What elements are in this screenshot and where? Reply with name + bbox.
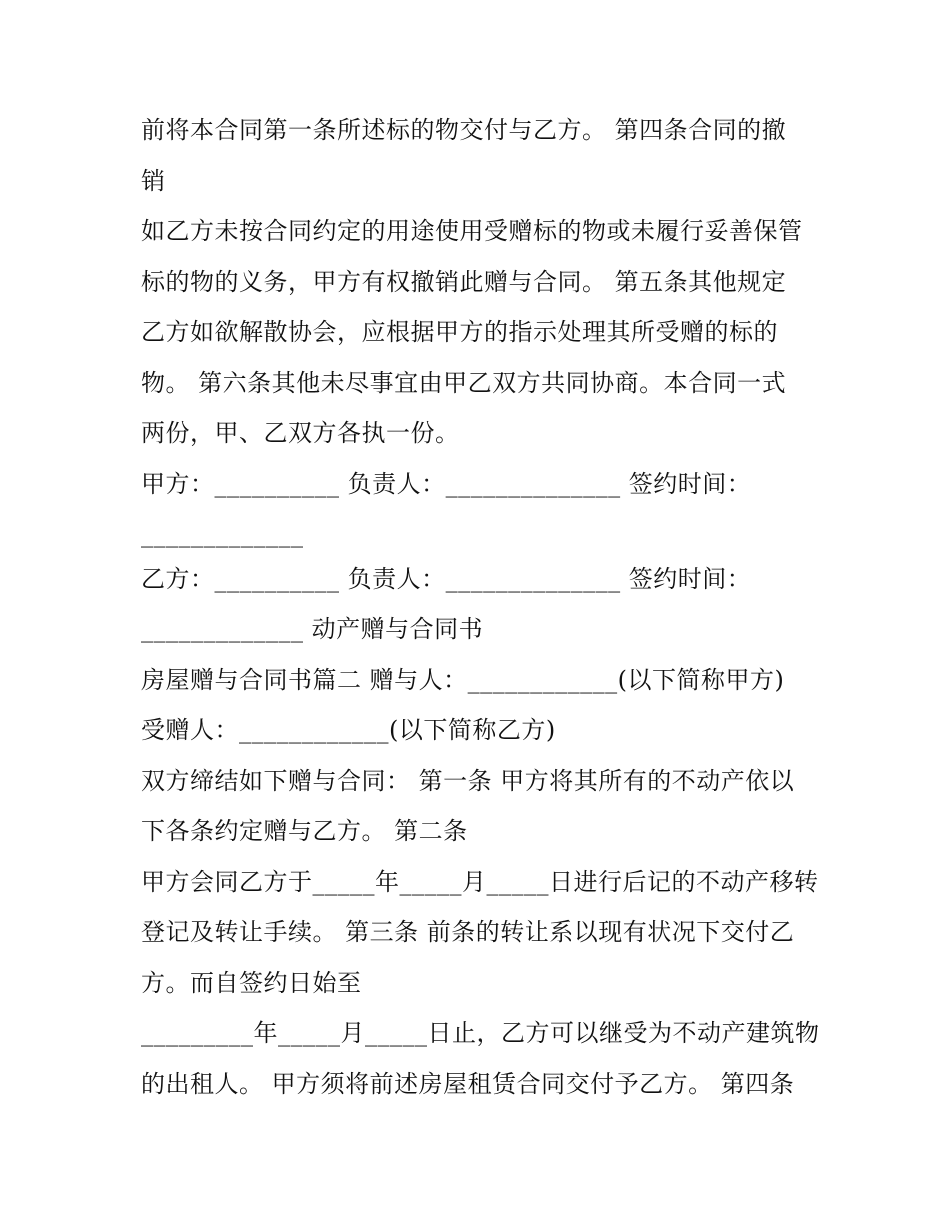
- signature-line-party-a: 甲方：__________ 负责人：______________ 签约时间：: [141, 470, 752, 498]
- signature-line-party-a-date: _____________: [141, 520, 304, 548]
- text-line-5: 乙方如欲解散协会，应根据甲方的指示处理其所受赠的标的: [141, 318, 778, 346]
- signature-line-party-b-date: _____________ 动产赠与合同书: [141, 615, 484, 643]
- text-line-7: 两份，甲、乙双方各执一份。: [141, 419, 460, 447]
- text-line-4: 标的物的义务，甲方有权撤销此赠与合同。 第五条其他规定: [141, 268, 787, 296]
- text-line-18: 方。而自签约日始至: [141, 969, 362, 997]
- text-line-1: 前将本合同第一条所述标的物交付与乙方。 第四条合同的撤: [141, 116, 787, 144]
- text-line-15: 下各条约定赠与乙方。 第二条: [141, 817, 468, 845]
- text-line-14: 双方缔结如下赠与合同： 第一条 甲方将其所有的不动产依以: [141, 767, 795, 795]
- text-line-16: 甲方会同乙方于_____年_____月_____日进行后记的不动产移转: [141, 868, 819, 896]
- text-line-20: 的出租人。 甲方须将前述房屋租赁合同交付予乙方。 第四条: [141, 1070, 795, 1098]
- signature-line-party-b: 乙方：__________ 负责人：______________ 签约时间：: [141, 565, 752, 593]
- text-line-6: 物。 第六条其他未尽事宜由甲乙双方共同协商。本合同一式: [141, 369, 787, 397]
- text-line-12: 房屋赠与合同书篇二 赠与人：____________(以下简称甲方): [141, 666, 785, 694]
- text-line-3: 如乙方未按合同约定的用途使用受赠标的物或未履行妥善保管: [141, 217, 803, 245]
- text-line-17: 登记及转让手续。 第三条 前条的转让系以现有状况下交付乙: [141, 918, 795, 946]
- text-line-13: 受赠人：____________(以下简称乙方): [141, 716, 556, 744]
- text-line-2: 销: [141, 167, 166, 195]
- text-line-19: _________年_____月_____日止，乙方可以继受为不动产建筑物: [141, 1019, 820, 1047]
